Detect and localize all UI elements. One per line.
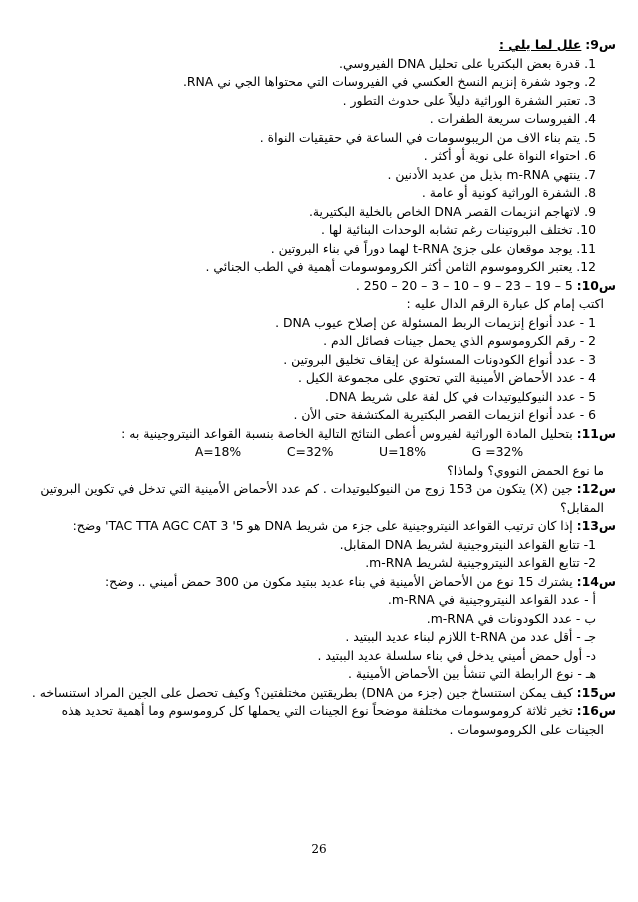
- q9-item-1: 1. قدرة بعض البكتريا على تحليل DNA الفيروسي.: [339, 55, 596, 71]
- question-16-text: تخير ثلاثة كروموسومات مختلفة موضحاً نوع الجينات التي يحملها كل كروموسوم وما أهمية تحديد هذه: [61, 703, 573, 718]
- q10-item-6: 6 - عدد أنواع انزيمات القصر البكتيرية المكتشفة حتى الأن .: [293, 407, 596, 422]
- q9-item-9: 9. لاتهاجم انزيمات القصر DNA الخاص بالخلية البكتيرية.: [308, 203, 596, 219]
- q14-item-a: أ - عدد القواعد النيتروجينية في m-RNA.: [387, 592, 596, 607]
- question-11-question: ما نوع الحمض النووي؟ ولماذا؟: [447, 462, 604, 478]
- question-12-text: جين (X) يتكون من 153 زوج من النيوكليوتيدات . كم عدد الأحماض الأمينية التي تدخل في تكوين البروتين: [40, 481, 573, 496]
- q14-item-c: جـ - أقل عدد من t-RNA اللازم لبناء عديد الببتيد .: [345, 629, 596, 644]
- base-percentages: [22, 443, 616, 462]
- q9-item-10: 10. تختلف البروتينات رغم تشابه الوحدات البنائية لها .: [321, 222, 596, 237]
- question-13-text: إذا كان ترتيب القواعد النيتروجينية على جزء من شريط DNA هو 5' TAC TTA AGC CAT 3' وضح:: [72, 518, 573, 533]
- q9-item-3: 3. تعتبر الشفرة الوراثية دليلاً على حدوث التطور .: [342, 92, 596, 108]
- q13-item-2: 2- تتابع القواعد النيتروجينية لشريط m-RNA.: [365, 555, 596, 570]
- q9-item-2: 2. وجود شفرة إنزيم النسخ العكسي في الفيروسات التي محتواها الجي ني RNA.: [182, 74, 596, 89]
- q9-item-7: 7. ينتهي m-RNA بذيل من عديد الأدنين .: [387, 166, 596, 182]
- question-14: [22, 573, 616, 592]
- question-15-number: س15:: [576, 684, 616, 700]
- q9-item-6: 6. احتواء النواة على نوية أو أكثر .: [423, 148, 596, 163]
- question-11-text: بتحليل المادة الوراثية لفيروس أعطى النتائج التالية الخاصة بنسبة القواعد النيتروجينية به :: [121, 425, 573, 441]
- base-c-value: C=32%: [286, 444, 334, 459]
- base-a-value: A=18%: [194, 444, 242, 459]
- question-9-header: [22, 36, 616, 55]
- question-9-number: س9:: [585, 37, 616, 52]
- question-10-sequence: 5 – 19 – 23 – 9 – 10 – 3 – 20 – 250 .: [355, 277, 573, 293]
- question-14-text: يشترك 15 نوع من الأحماض الأمينية في بناء عديد ببتيد مكون من 300 حمض أميني .. وضح:: [105, 573, 573, 589]
- question-13: [22, 517, 616, 536]
- worksheet-page: [22, 36, 616, 739]
- question-12: [22, 480, 616, 499]
- page-number: 26: [311, 842, 327, 856]
- base-g-value: G =32%: [471, 444, 524, 459]
- question-16-text-cont: الجينات على الكروموسومات .: [449, 721, 604, 737]
- question-16-number: س16:: [576, 703, 616, 718]
- question-11-number: س11:: [576, 425, 616, 441]
- q9-item-11: 11. يوجد موقعان على جزئ t-RNA لهما دوراً في بناء البروتين .: [270, 240, 596, 256]
- q9-item-12: 12. يعتبر الكروموسوم الثامن أكثر الكروموسومات أهمية في الطب الجنائي .: [205, 259, 596, 274]
- q14-item-b: ب - عدد الكودونات في m-RNA.: [426, 610, 596, 626]
- question-14-number: س14:: [576, 573, 616, 589]
- question-15-text: كيف يمكن استنساخ جين (جزء من DNA) بطريقتين مختلفتين؟ وكيف تحصل على الجين المراد استنساخه .: [31, 684, 573, 700]
- question-10-number: س10:: [576, 277, 616, 293]
- question-15: [22, 684, 616, 703]
- q9-item-4: 4. الفيروسات سريعة الطفرات .: [429, 111, 596, 126]
- q14-item-e: هـ - نوع الرابطة التي تنشأ بين الأحماض الأمينية .: [347, 666, 596, 681]
- q14-item-d: د- أول حمض أميني يدخل في بناء سلسلة عديد الببتيد .: [317, 647, 596, 663]
- question-9-title: علل لما يلي :: [499, 37, 582, 52]
- question-12-text-cont: المقابل؟: [560, 499, 604, 515]
- question-10-header: [22, 277, 616, 296]
- q10-item-2: 2 - رقم الكروموسوم الذي يحمل جينات فصائل الدم .: [323, 333, 596, 348]
- q10-item-4: 4 - عدد الأحماض الأمينية التي تحتوي على مجموعة الكيل .: [297, 370, 596, 385]
- question-13-number: س13:: [576, 518, 616, 533]
- q10-item-5: 5 - عدد النيوكليوتيدات في كل لفة على شريط DNA.: [325, 388, 596, 404]
- q10-item-1: 1 - عدد أنواع إنزيمات الربط المسئولة عن إصلاح عيوب DNA .: [275, 314, 596, 330]
- question-11: [22, 425, 616, 444]
- q9-item-5: 5. يتم بناء الاف من الريبوسومات في الساعة في حقيقيات النواة .: [259, 129, 596, 145]
- base-u-value: U=18%: [379, 444, 427, 459]
- q13-item-1: 1- تتابع القواعد النيتروجينية لشريط DNA المقابل.: [339, 536, 596, 552]
- question-16: [22, 702, 616, 721]
- question-10-instruction: اكتب إمام كل عبارة الرقم الدال عليه :: [406, 296, 604, 311]
- q9-item-8: 8. الشفرة الوراثية كونية أو عامة .: [421, 185, 596, 200]
- question-12-number: س12:: [576, 481, 616, 496]
- q10-item-3: 3 - عدد أنواع الكودونات المسئولة عن إيقاف تخليق البروتين .: [283, 351, 596, 367]
